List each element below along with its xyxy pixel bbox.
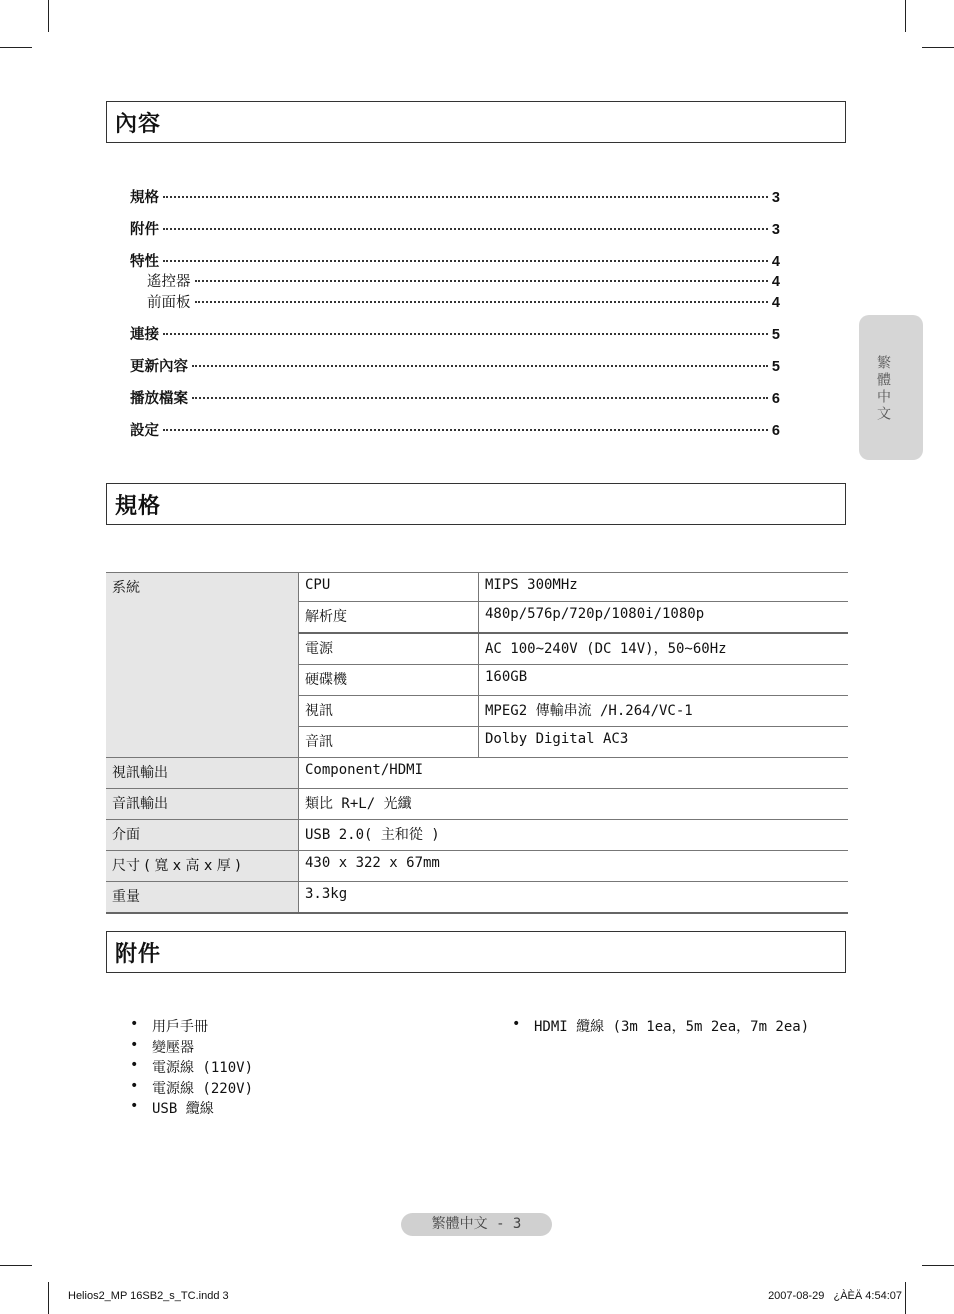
spec-name: 電源 [299,633,479,665]
crop-mark [48,1282,49,1314]
spec-category-system: 系統 [106,573,299,758]
list-item: • 電源線 (220V) [130,1078,253,1099]
spec-value: 430 x 322 x 67mm [299,851,849,882]
toc-title: 內容 [115,112,162,137]
list-item: • 用戶手冊 [130,1016,253,1037]
accessories-title: 附件 [115,942,162,967]
crop-mark [0,1265,32,1266]
crop-mark [0,47,32,48]
table-row [106,573,848,602]
toc-entry[interactable] [130,186,780,206]
toc-entry-label: 前面板 [147,295,191,311]
toc-leader-dots [163,196,768,198]
language-side-tab-label: 繁體中文 [875,355,891,423]
toc-leader-dots [195,280,768,282]
list-item: • USB 纜線 [130,1098,253,1119]
crop-mark [922,47,954,48]
toc-subentry[interactable] [130,291,780,311]
page-number-pill: 繁體中文 - 3 [401,1213,552,1236]
spec-name: CPU [299,573,479,602]
crop-mark [48,0,49,32]
toc-entry[interactable] [130,419,780,439]
table-row [106,820,848,851]
accessories-header [106,931,846,973]
spec-name: 視訊 [299,696,479,727]
specs-header [106,483,846,525]
toc-leader-dots [163,333,768,335]
crop-mark [905,0,906,32]
spec-value: 類比 R+L/ 光纖 [299,789,849,820]
toc-entry-label: 附件 [130,222,159,238]
toc-header [106,101,846,143]
spec-category: 介面 [106,820,299,851]
toc-entry[interactable] [130,250,780,270]
toc-entry-label: 更新內容 [130,359,188,375]
toc-entry-page: 3 [771,190,780,206]
toc-leader-dots [192,397,768,399]
toc-entry-label: 播放檔案 [130,391,188,407]
toc-entry-label: 遙控器 [147,274,191,290]
toc-subentry[interactable] [130,270,780,290]
language-side-tab [859,315,923,460]
toc-leader-dots [163,429,768,431]
table-row [106,758,848,789]
crop-mark [922,1265,954,1266]
spec-category: 視訊輸出 [106,758,299,789]
spec-category: 音訊輸出 [106,789,299,820]
accessories-list-left [130,1016,253,1119]
toc-entry-page: 4 [771,254,780,270]
spec-value: Dolby Digital AC3 [479,727,849,758]
toc-entry-page: 5 [771,327,780,343]
toc-entry-label: 連接 [130,327,159,343]
toc-leader-dots [192,365,768,367]
list-item: • 變壓器 [130,1037,253,1058]
print-timestamp: 2007-08-29 ¿ÀÈÄ 4:54:07 [768,1290,902,1302]
spec-value: USB 2.0( 主和從 ) [299,820,849,851]
list-item: • HDMI 纜線 (3m 1ea，5m 2ea，7m 2ea) [512,1016,809,1037]
crop-mark [905,1282,906,1314]
spec-value: AC 100~240V (DC 14V)，50~60Hz [479,633,849,665]
spec-value: MPEG2 傳輸串流 /H.264/VC-1 [479,696,849,727]
table-row [106,789,848,820]
specs-title: 規格 [115,494,162,519]
table-row [106,882,848,914]
file-slug: Helios2_MP 16SB2_s_TC.indd 3 [68,1290,229,1302]
table-row [106,851,848,882]
toc-entry[interactable] [130,323,780,343]
toc-entry[interactable] [130,218,780,238]
toc-entry[interactable] [130,387,780,407]
list-item: • 電源線 (110V) [130,1057,253,1078]
spec-value: Component/HDMI [299,758,849,789]
toc-entry[interactable] [130,355,780,375]
toc-leader-dots [163,228,768,230]
toc-leader-dots [195,301,768,303]
toc-leader-dots [163,260,768,262]
spec-value: MIPS 300MHz [479,573,849,602]
spec-name: 音訊 [299,727,479,758]
spec-category: 尺寸 ( 寬 x 高 x 厚 ) [106,851,299,882]
toc-entry-page: 4 [771,274,780,290]
toc-entry-label: 特性 [130,254,159,270]
spec-value: 480p/576p/720p/1080i/1080p [479,602,849,634]
toc-entry-page: 5 [771,359,780,375]
spec-name: 解析度 [299,602,479,634]
toc-entry-page: 6 [771,391,780,407]
toc-entry-page: 4 [771,295,780,311]
toc-entry-page: 3 [771,222,780,238]
spec-name: 硬碟機 [299,665,479,696]
spec-value: 3.3kg [299,882,849,914]
specs-table [106,572,848,914]
spec-value: 160GB [479,665,849,696]
toc-entry-label: 設定 [130,423,159,439]
toc-entry-page: 6 [771,423,780,439]
spec-category: 重量 [106,882,299,914]
accessories-list-right [512,1016,809,1037]
toc-entry-label: 規格 [130,190,159,206]
